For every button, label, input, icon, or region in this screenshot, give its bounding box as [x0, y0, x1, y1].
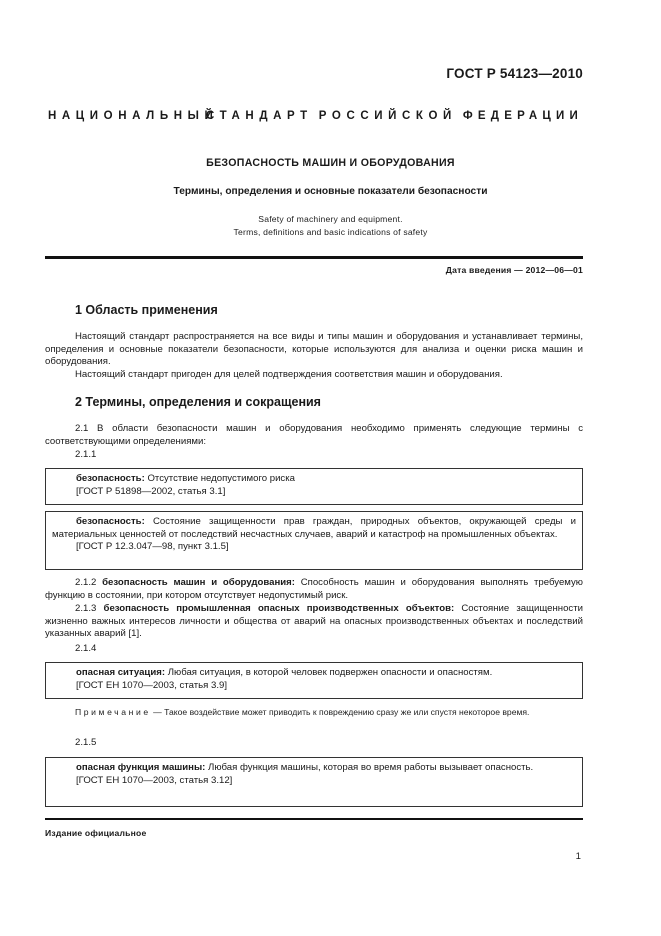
section-1-paragraph-2: Настоящий стандарт пригоден для целей подтверждения соответствия машин и оборудования. — [75, 369, 503, 380]
definition-reference: [ГОСТ ЕН 1070—2003, статья 3.9] — [76, 679, 227, 691]
section-1-heading: 1 Область применения — [75, 303, 218, 317]
definition-text — [52, 516, 576, 541]
definition-box-safety-2 — [45, 511, 583, 570]
english-title — [0, 213, 661, 238]
definition-reference: [ГОСТ Р 12.3.047—98, пункт 3.1.5] — [76, 541, 229, 553]
clause-2-1-4-number: 2.1.4 — [75, 643, 97, 654]
document-number: ГОСТ Р 54123—2010 — [446, 66, 583, 81]
footer-divider — [45, 818, 583, 820]
definition-text — [52, 762, 576, 775]
clause-term: безопасность машин и оборудования: — [102, 577, 295, 588]
clause-2-1: 2.1 В области безопасности машин и оборудования необходимо применять следующие термины с соответствующими определениями: — [45, 423, 583, 447]
banner-word-text: СТАНДАРТ — [206, 110, 313, 122]
definition-body: Состояние защищенности прав граждан, природных объектов, окружающей среды и материальных ценностей от последствий несчастных случаев, аварий и катастроф на промышленных объектах. — [52, 516, 576, 540]
introduction-date: Дата введения — 2012—06—01 — [445, 265, 583, 275]
definition-body: Любая функция машины, которая во время работы вызывает опасность. — [205, 762, 534, 773]
definition-reference: [ГОСТ ЕН 1070—2003, статья 3.12] — [76, 774, 233, 786]
definition-text — [52, 473, 576, 486]
clause-2-1-3 — [45, 603, 583, 641]
definition-box-hazardous-function — [45, 757, 583, 807]
banner-word-3 — [319, 110, 457, 122]
note-label: Примечание — [75, 707, 151, 717]
clause-2-1-2 — [45, 577, 583, 602]
banner-word-1 — [48, 110, 219, 122]
definition-text — [52, 667, 576, 680]
official-edition-label: Издание официальное — [45, 828, 147, 838]
banner-word-text: РОССИЙСКОЙ — [318, 110, 457, 122]
main-title: БЕЗОПАСНОСТЬ МАШИН И ОБОРУДОВАНИЯ — [206, 157, 455, 169]
banner-word-text: ФЕДЕРАЦИИ — [462, 110, 583, 122]
definition-reference: [ГОСТ Р 51898—2002, статья 3.1] — [76, 485, 226, 497]
definition-box-safety-1 — [45, 468, 583, 505]
definition-term: опасная ситуация: — [76, 667, 166, 678]
note — [45, 706, 583, 718]
page-number: 1 — [575, 851, 581, 862]
english-title-line-1: Safety of machinery and equipment. — [258, 214, 403, 224]
english-title-line-2: Terms, definitions and basic indications of safety — [233, 226, 428, 237]
definition-body: Отсутствие недопустимого риска — [144, 473, 295, 484]
clause-number: 2.1.2 — [75, 577, 103, 588]
section-1-paragraph-1: Настоящий стандарт распространяется на все виды и типы машин и оборудования и устанавливает термины, определения и основные показатели безопасности, которые используются для анализа и оценки риска машин и оборудования. — [45, 331, 583, 368]
clause-term: безопасность промышленная опасных производственных объектов: — [103, 603, 455, 614]
banner-word-text: НАЦИОНАЛЬНЫЙ — [48, 110, 219, 122]
clause-2-1-1-number: 2.1.1 — [75, 449, 97, 460]
banner-word-4 — [463, 110, 583, 122]
note-text: — Такое воздействие может приводить к повреждению сразу же или спустя некоторое время. — [150, 707, 530, 717]
subtitle: Термины, определения и основные показатели безопасности — [173, 186, 488, 197]
section-2-heading: 2 Термины, определения и сокращения — [75, 395, 321, 409]
clause-number: 2.1.3 — [75, 603, 104, 614]
definition-box-hazardous-situation — [45, 662, 583, 699]
clause-2-1-5-number: 2.1.5 — [75, 737, 97, 748]
definition-term: безопасность: — [76, 473, 145, 484]
clause-body: Состояние защищенности жизненно важных интересов личности и общества от аварий на опасных производственных объектах и последствий указанных аварий [1]. — [45, 603, 583, 640]
banner-word-2 — [206, 110, 313, 122]
clause-body: Способность машин и оборудования выполнять требуемую функцию в состоянии, при котором отсутствует недопустимый риск. — [45, 577, 583, 601]
definition-body: Любая ситуация, в которой человек подвержен опасности и опасностям. — [165, 667, 493, 678]
definition-term: опасная функция машины: — [76, 762, 206, 773]
title-divider — [45, 256, 583, 259]
national-standard-banner — [48, 110, 583, 122]
definition-term: безопасность: — [76, 516, 145, 527]
